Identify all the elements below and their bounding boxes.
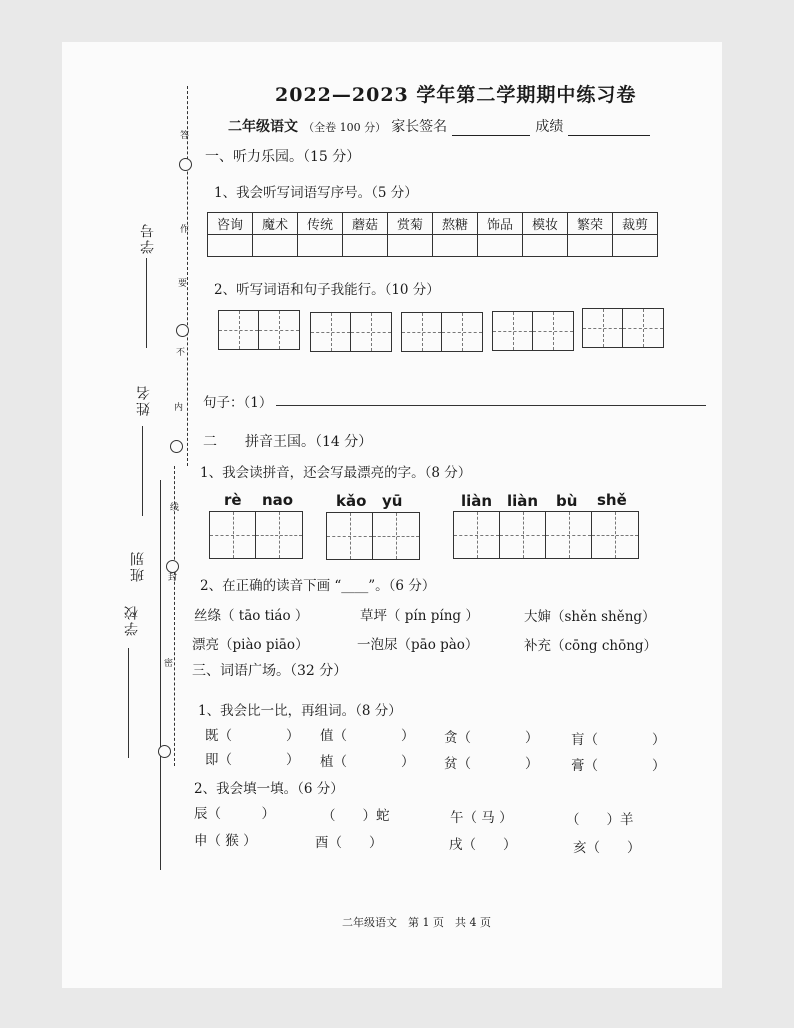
section-2-title: 二 拼音王国。（14 分） xyxy=(203,434,373,450)
word-cell: 魔术 xyxy=(253,213,298,235)
reading-choice[interactable]: 一泡尿（pāo pào） xyxy=(357,637,479,653)
zodiac-fill-item[interactable]: （ ）蛇 xyxy=(322,808,390,824)
s1-question-1: 1、我会听写词语写序号。（5 分） xyxy=(214,185,418,201)
exam-title: 2022—2023 学年第二学期期中练习卷 xyxy=(275,84,637,106)
sentence-label: 句子：（1） xyxy=(203,395,273,411)
writing-grid[interactable] xyxy=(218,310,300,350)
writing-grid[interactable] xyxy=(582,308,664,348)
pinyin-writing-grid[interactable] xyxy=(209,511,303,559)
answer-cell[interactable] xyxy=(388,235,433,257)
answer-cell[interactable] xyxy=(478,235,523,257)
dictation-word-table xyxy=(207,212,658,257)
pinyin-label: shě xyxy=(597,491,627,509)
s2-question-1: 1、我会读拼音，还会写最漂亮的字。（8 分） xyxy=(200,465,472,481)
seal-char: 答 xyxy=(180,131,190,141)
word-compare-item[interactable]: 植（ ） xyxy=(320,754,415,770)
answer-cell[interactable] xyxy=(343,235,388,257)
answer-cell[interactable] xyxy=(208,235,253,257)
zodiac-fill-item[interactable]: 申（ 猴 ） xyxy=(194,833,257,849)
reading-choice[interactable]: 补充（cōng chōng） xyxy=(524,638,658,654)
writing-grid[interactable] xyxy=(401,312,483,352)
seal-char: 密 xyxy=(164,659,174,669)
parent-sign-label: 家长签名 xyxy=(391,119,448,135)
zodiac-fill-item[interactable]: 午（ 马 ） xyxy=(450,810,513,826)
seal-char: 要 xyxy=(178,279,188,289)
s1-question-2: 2、听写词语和句子我能行。（10 分） xyxy=(214,282,440,298)
binding-dashed-line xyxy=(187,86,188,466)
reading-choice[interactable]: 丝绦（ tāo tiáo ） xyxy=(194,608,309,624)
pinyin-label: bù xyxy=(556,492,578,510)
parent-sign-field[interactable] xyxy=(452,121,530,136)
zodiac-fill-item[interactable]: 戌（ ） xyxy=(449,837,517,853)
reading-choice[interactable]: 漂亮（piào piāo） xyxy=(192,637,309,653)
word-cell: 咨询 xyxy=(208,213,253,235)
pinyin-label: liàn xyxy=(507,492,539,510)
word-cell: 赏菊 xyxy=(388,213,433,235)
s3-question-1: 1、我会比一比，再组词。（8 分） xyxy=(198,703,402,719)
section-1-title: 一、听力乐园。（15 分） xyxy=(205,149,361,165)
seal-char: 封 xyxy=(168,573,178,583)
word-cell: 传统 xyxy=(298,213,343,235)
zodiac-fill-item[interactable]: 亥（ ） xyxy=(573,840,641,856)
header-row xyxy=(228,116,650,136)
pinyin-label: nao xyxy=(262,491,294,509)
seal-char: 不 xyxy=(176,348,186,358)
word-compare-item[interactable]: 即（ ） xyxy=(205,752,300,768)
binding-ring-icon xyxy=(170,440,183,453)
answer-cell[interactable] xyxy=(298,235,343,257)
pinyin-writing-grid[interactable] xyxy=(453,511,639,559)
score-field[interactable] xyxy=(568,121,650,136)
binding-solid-line xyxy=(160,480,161,870)
pinyin-label: liàn xyxy=(461,492,493,510)
reading-choice[interactable]: 大婶（shěn shěng） xyxy=(524,609,656,625)
total-score-note: （全卷 100 分） xyxy=(303,121,387,134)
word-cell: 繁荣 xyxy=(568,213,613,235)
name-label: 姓名 xyxy=(136,384,152,416)
writing-grid[interactable] xyxy=(310,312,392,352)
zodiac-fill-item[interactable]: 酉（ ） xyxy=(315,835,383,851)
pinyin-label: yū xyxy=(382,492,403,510)
pinyin-label: rè xyxy=(224,491,242,509)
sentence-answer-line[interactable] xyxy=(276,405,706,406)
word-cell: 饰品 xyxy=(478,213,523,235)
answer-cell[interactable] xyxy=(568,235,613,257)
section-3-title: 三、词语广场。（32 分） xyxy=(192,663,348,679)
seal-char: 作 xyxy=(180,225,190,235)
name-line xyxy=(142,426,143,516)
word-compare-item[interactable]: 既（ ） xyxy=(205,728,300,744)
zodiac-fill-item[interactable]: （ ）羊 xyxy=(566,812,634,828)
word-compare-item[interactable]: 膏（ ） xyxy=(571,758,666,774)
binding-ring-icon xyxy=(158,745,171,758)
pinyin-writing-grid[interactable] xyxy=(326,512,420,560)
pinyin-label: kǎo xyxy=(336,492,367,510)
seal-char: 内 xyxy=(174,403,184,413)
answer-cell[interactable] xyxy=(523,235,568,257)
page-footer: 二年级语文 第 1 页 共 4 页 xyxy=(342,916,491,929)
score-label: 成绩 xyxy=(535,119,564,135)
student-id-label: 学号 xyxy=(140,222,156,254)
word-compare-item[interactable]: 贪（ ） xyxy=(444,730,539,746)
writing-grid[interactable] xyxy=(492,311,574,351)
word-cell: 裁剪 xyxy=(613,213,658,235)
class-label: 班别 xyxy=(130,550,146,582)
word-compare-item[interactable]: 贫（ ） xyxy=(444,756,539,772)
answer-cell[interactable] xyxy=(613,235,658,257)
binding-ring-icon xyxy=(176,324,189,337)
student-id-line xyxy=(146,258,147,348)
subject-label: 二年级语文 xyxy=(228,119,298,135)
school-line xyxy=(128,648,129,758)
word-compare-item[interactable]: 肓（ ） xyxy=(571,732,666,748)
school-label: 学校 xyxy=(124,604,140,636)
binding-ring-icon xyxy=(179,158,192,171)
word-cell: 熬糖 xyxy=(433,213,478,235)
reading-choice[interactable]: 草坪（ pín píng ） xyxy=(360,608,479,624)
s2-question-2: 2、在正确的读音下画 “____”。（6 分） xyxy=(200,578,436,594)
s3-question-2: 2、我会填一填。（6 分） xyxy=(194,781,344,797)
word-cell: 模妆 xyxy=(523,213,568,235)
word-cell: 蘑菇 xyxy=(343,213,388,235)
answer-cell[interactable] xyxy=(253,235,298,257)
seal-char: 线 xyxy=(170,503,180,513)
answer-cell[interactable] xyxy=(433,235,478,257)
zodiac-fill-item[interactable]: 辰（ ） xyxy=(194,806,275,822)
word-compare-item[interactable]: 值（ ） xyxy=(320,728,415,744)
